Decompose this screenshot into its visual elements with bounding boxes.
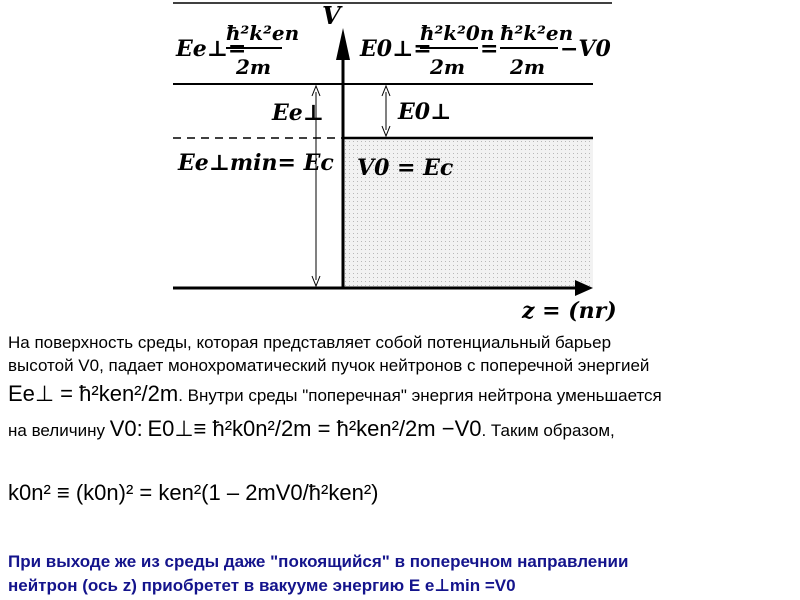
label-ee: Ee⊥	[272, 100, 324, 126]
eq-e0-numerator-1: ħ²k²0n	[420, 21, 495, 45]
label-emin: Ee⊥min= Ec	[178, 150, 334, 176]
label-v0: V0 = Ec	[357, 155, 454, 181]
eq-e0-numerator-2: ħ²k²en	[500, 21, 574, 45]
paragraph-line-1: На поверхность среды, которая представляет собой потенциальный барьер	[8, 333, 612, 352]
paragraph-line-3	[8, 383, 662, 406]
paragraph-line-4-end: . Таким образом,	[481, 421, 615, 440]
e0-formula-inline: E0⊥≡ ħ²k0n²/2m = ħ²ken²/2m −V0	[147, 416, 482, 441]
conclusion-line-2: нейтрон (ось z) приобретет в вакууме энергию E e⊥min =V0	[8, 576, 516, 595]
z-axis-label: z = (nr)	[522, 298, 617, 324]
eq-e0-equals: =	[480, 36, 499, 62]
ee-formula-inline: Ee⊥ = ħ²ken²/2m	[8, 381, 179, 406]
eq-e-lhs: Ee⊥=	[176, 36, 247, 62]
eq-e0-denominator-1: 2m	[430, 55, 466, 79]
v-axis-label: V	[322, 1, 341, 30]
paragraph-line-4	[8, 418, 615, 441]
eq-e0-lhs: E0⊥=	[360, 36, 432, 62]
v-axis-arrowhead	[336, 28, 350, 60]
conclusion-line-1: При выходе же из среды даже "покоящийся" в поперечном направлении	[8, 552, 629, 571]
paragraph-line-3-rest: . Внутри среды "поперечная" энергия нейтрона уменьшается	[178, 386, 662, 405]
label-e0: E0⊥	[398, 99, 452, 125]
eq-e-denominator: 2m	[236, 55, 272, 79]
paragraph-line-2: высотой V0, падает монохроматический пучок нейтронов с поперечной энергией	[8, 356, 650, 375]
eq-e-numerator: ħ²k²en	[226, 21, 300, 45]
paragraph-line-4-start: на величину	[8, 421, 110, 440]
v0-inline: V0:	[109, 416, 143, 441]
eq-e0-tail: −V0	[560, 36, 611, 62]
eq-e0-denominator-2: 2m	[510, 55, 546, 79]
k0n-formula: k0n² ≡ (k0n)² = ken²(1 – 2mV0/ħ²ken²)	[8, 480, 379, 505]
